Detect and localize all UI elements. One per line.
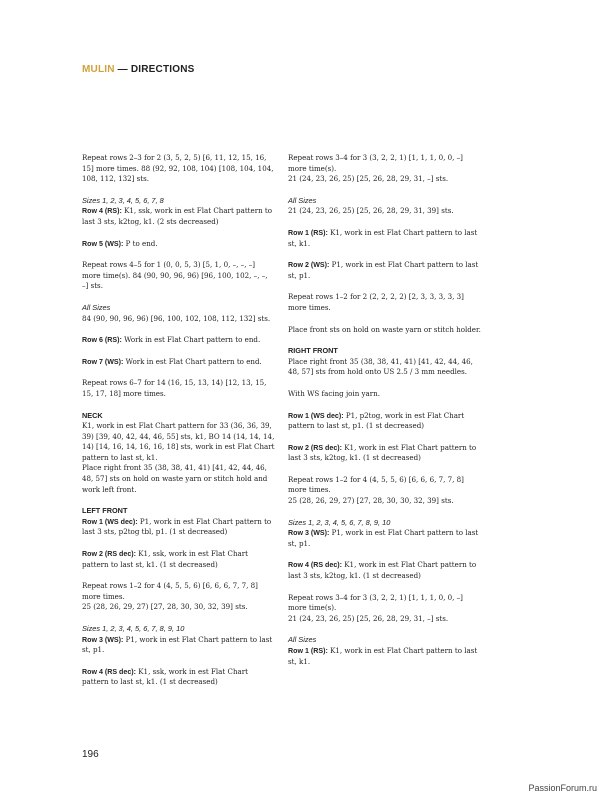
section-heading: NECK — [82, 410, 103, 420]
paragraph: Repeat rows 3–4 for 3 (3, 2, 2, 1) [1, 1, 1, 0, 0, –] more time(s). — [288, 592, 463, 613]
paragraph: 21 (24, 23, 26, 25) [25, 26, 28, 29, 31, –] sts. — [288, 613, 449, 623]
row-instruction — [288, 528, 481, 549]
right-column — [288, 153, 481, 678]
size-subhead: Sizes 1, 2, 3, 4, 5, 6, 7, 8 — [82, 195, 164, 205]
watermark: PassionForum.ru — [528, 783, 597, 793]
row-instruction — [288, 228, 481, 249]
paragraph: Repeat rows 1–2 for 2 (2, 2, 2, 2) [2, 3, 3, 3, 3, 3] more times. — [288, 292, 464, 312]
row-instruction — [288, 411, 481, 432]
row-text: P1, p2tog, work in est Flat Chart pattern to last st, p1. (1 st decreased) — [288, 410, 465, 431]
paragraph: 25 (28, 26, 29, 27) [27, 28, 30, 30, 32, 39] sts. — [288, 496, 454, 506]
paragraph: Repeat rows 4–5 for 1 (0, 0, 5, 3) [5, 1, 0, –, –, –] more time(s). 84 (90, 90, 96, 96) [96, 100, 102, –, –, –] sts. — [82, 260, 268, 291]
row-label: Row 1 (RS): — [288, 228, 328, 237]
row-instruction — [82, 549, 275, 570]
row-text: Work in est Flat Chart pattern to end. — [121, 335, 261, 345]
row-label: Row 1 (WS dec): — [82, 517, 138, 526]
row-text: Work in est Flat Chart pattern to end. — [123, 356, 262, 366]
row-label: Row 4 (RS): — [82, 207, 122, 216]
row-label: Row 2 (RS dec): — [82, 550, 136, 559]
row-label: Row 6 (RS): — [82, 336, 122, 345]
row-text: K1, work in est Flat Chart pattern to last 3 sts, k2tog, k1. (1 st decreased) — [288, 560, 477, 581]
pattern-name: MULIN — [82, 64, 115, 75]
row-text: P to end. — [123, 238, 158, 248]
row-label: Row 2 (WS): — [288, 261, 330, 270]
paragraph: Repeat rows 1–2 for 4 (4, 5, 5, 6) [6, 6, 6, 7, 7, 8] more times. — [82, 581, 258, 601]
paragraph: 21 (24, 23, 26, 25) [25, 26, 28, 29, 31, –] sts. — [288, 174, 449, 184]
row-label: Row 3 (WS): — [288, 529, 330, 538]
row-label: Row 5 (WS): — [82, 239, 124, 248]
row-text: K1, ssk, work in est Flat Chart pattern to last st, k1. (1 st decreased) — [82, 666, 248, 687]
row-instruction — [82, 667, 275, 688]
row-label: Row 1 (WS dec): — [288, 411, 344, 420]
row-text: K1, ssk, work in est Flat Chart pattern to last 3 sts, k2tog, k1. (2 sts decreased) — [82, 206, 273, 226]
row-instruction — [82, 239, 275, 250]
paragraph: 21 (24, 23, 26, 25) [25, 26, 28, 29, 31, 39] sts. — [288, 206, 454, 216]
paragraph: Repeat rows 3–4 for 3 (3, 2, 2, 1) [1, 1, 1, 0, 0, –] more time(s). — [288, 153, 463, 173]
row-text: P1, work in est Flat Chart pattern to last st, p1. — [82, 634, 273, 655]
row-label: Row 4 (RS dec): — [82, 667, 136, 676]
row-instruction — [82, 206, 275, 227]
size-subhead: All Sizes — [288, 635, 317, 645]
row-label: Row 7 (WS): — [82, 357, 124, 366]
page-number: 196 — [82, 749, 99, 760]
row-instruction — [82, 517, 275, 538]
row-text: P1, work in est Flat Chart pattern to last st, p1. — [288, 260, 479, 280]
section-heading: RIGHT FRONT — [288, 346, 338, 356]
row-label: Row 3 (WS): — [82, 635, 124, 644]
running-head — [82, 64, 195, 75]
row-text: K1, work in est Flat Chart pattern to last 3 sts, k2tog, k1. (1 st decreased) — [288, 442, 477, 463]
row-text: P1, work in est Flat Chart pattern to last st, p1. — [288, 528, 479, 548]
row-instruction — [288, 560, 481, 581]
row-label: Row 2 (RS dec): — [288, 443, 342, 452]
row-instruction — [82, 335, 275, 346]
paragraph: 84 (90, 90, 96, 96) [96, 100, 102, 108, 112, 132] sts. — [82, 313, 271, 323]
size-subhead: Sizes 1, 2, 3, 4, 5, 6, 7, 8, 9, 10 — [82, 624, 185, 633]
paragraph: Place right front 35 (38, 38, 41, 41) [41, 42, 44, 46, 48, 57] sts on hold on waste yarn or stitch hold and work left front. — [82, 463, 268, 494]
left-column — [82, 153, 275, 699]
size-subhead: All Sizes — [82, 302, 111, 312]
paragraph: Repeat rows 6–7 for 14 (16, 15, 13, 14) [12, 13, 15, 15, 17, 18] more times. — [82, 378, 267, 398]
row-instruction — [82, 357, 275, 368]
paragraph: 25 (28, 26, 29, 27) [27, 28, 30, 30, 32, 39] sts. — [82, 602, 248, 612]
row-label: Row 4 (RS dec): — [288, 561, 342, 570]
row-instruction — [288, 443, 481, 464]
row-instruction — [288, 260, 481, 281]
row-text: K1, work in est Flat Chart pattern to last st, k1. — [288, 227, 478, 248]
paragraph: K1, work in est Flat Chart pattern for 33 (36, 36, 39, 39) [39, 40, 42, 44, 46, 55] sts, k1, BO 14 (14, 14, 14, 14) [14, 16, 14, 16, 16, 18] sts, work in est Flat Chart pattern to last st, k1. — [82, 421, 275, 462]
row-text: K1, ssk, work in est Flat Chart pattern to last st, k1. (1 st decreased) — [82, 549, 248, 569]
paragraph: Repeat rows 1–2 for 4 (4, 5, 5, 6) [6, 6, 6, 7, 7, 8] more times. — [288, 474, 464, 495]
section-heading: LEFT FRONT — [82, 506, 128, 516]
row-text: K1, work in est Flat Chart pattern to last st, k1. — [288, 646, 478, 666]
paragraph: Place right front 35 (38, 38, 41, 41) [41, 42, 44, 46, 48, 57] sts from hold onto US 2.5 / 3 mm needles. — [288, 356, 473, 377]
row-text: P1, work in est Flat Chart pattern to last 3 sts, p2tog tbl, p1. (1 st decreased) — [82, 516, 272, 537]
paragraph: Repeat rows 2–3 for 2 (3, 5, 2, 5) [6, 11, 12, 15, 16, 15] more times. 88 (92, 92, 108, 104) [108, 104, 104, 108, 112, 132] sts. — [82, 153, 274, 184]
size-subhead: All Sizes — [288, 195, 317, 205]
paragraph: With WS facing join yarn. — [288, 388, 380, 398]
row-label: Row 1 (RS): — [288, 647, 328, 655]
header-separator: — — [114, 64, 131, 75]
size-subhead: Sizes 1, 2, 3, 4, 5, 6, 7, 8, 9, 10 — [288, 517, 391, 527]
row-instruction — [82, 635, 275, 656]
section-title: DIRECTIONS — [130, 64, 195, 75]
row-instruction — [288, 646, 481, 667]
paragraph: Place front sts on hold on waste yarn or stitch holder. — [288, 324, 481, 334]
